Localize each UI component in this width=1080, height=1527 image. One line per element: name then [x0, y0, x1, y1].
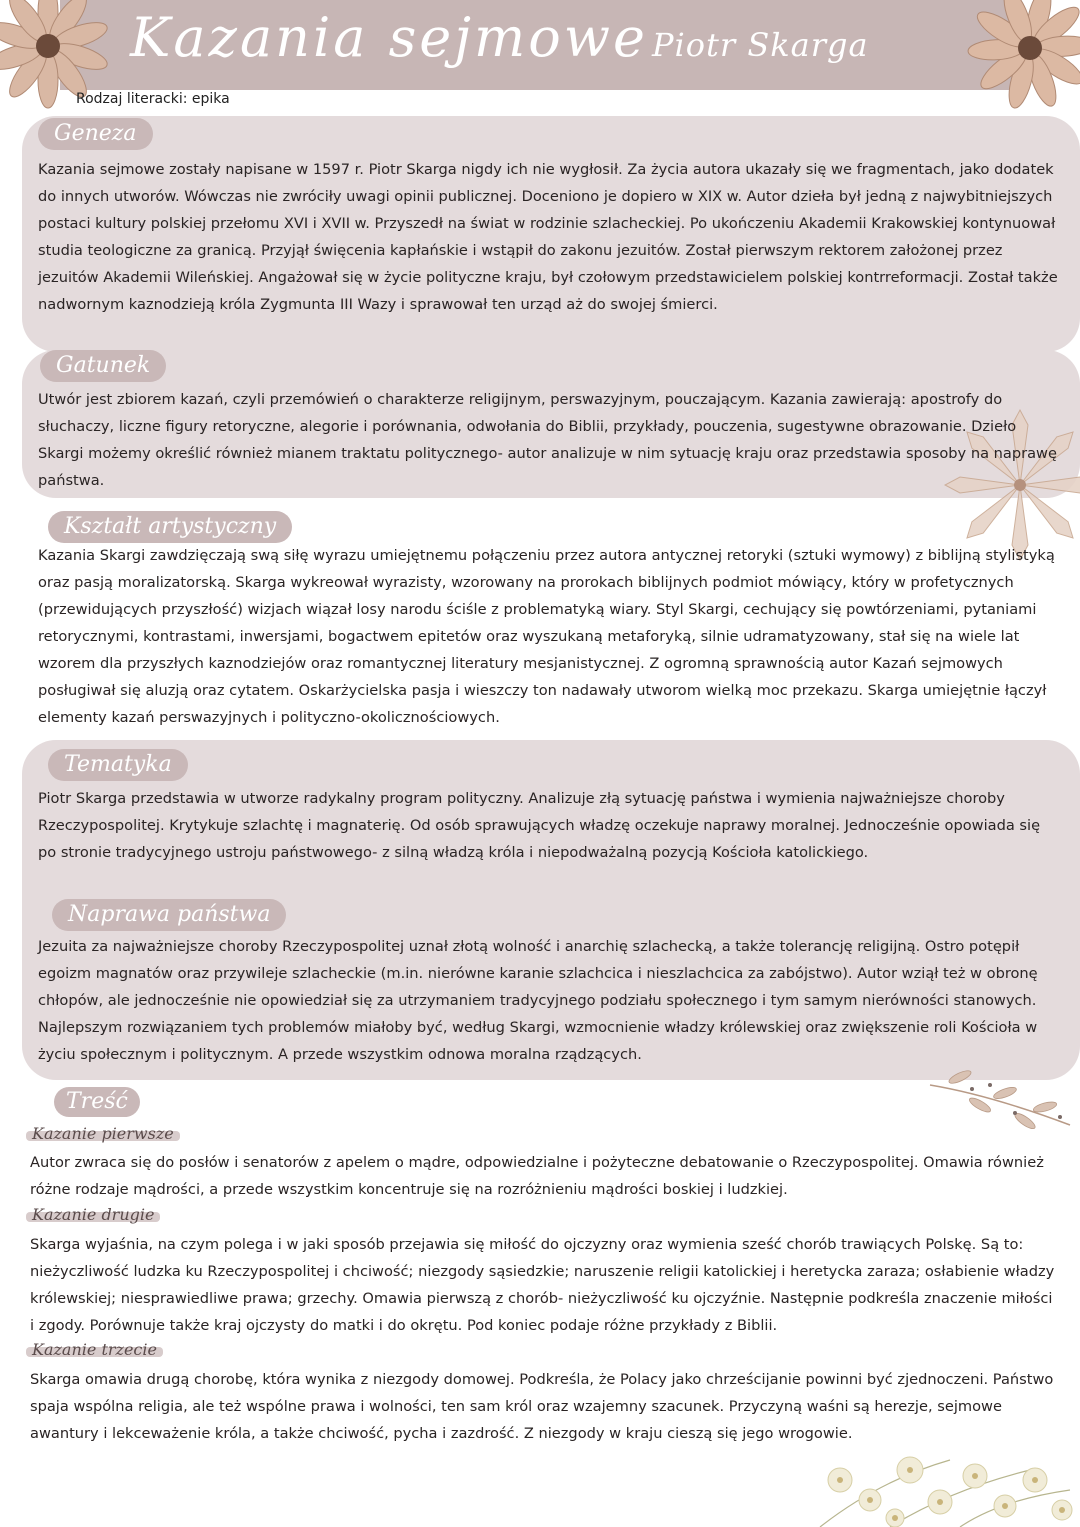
white-flowers-icon	[800, 1440, 1080, 1527]
section-label-ksztalt: Kształt artystyczny	[48, 511, 292, 543]
geneza-text: Kazania sejmowe zostały napisane w 1597 r. Piotr Skarga nigdy ich nie wygłosił. Za życia autora ukazały się we fragmentach, jako dodatek do innych utworów. Wówczas nie zwróciły uwagi opinii publicznej. Doceniono je dopiero w XIX w. Autor dzieła był jedną z najwybitniejszych postaci kultury polskiej przełomu XVI i XVII w. Przyszedł na świat w rodzinie szlacheckiej. Po ukończeniu Akademii Krakowskiej kontynuował studia teologiczne za granicą. Przyjął święcenia kapłańskie i wstąpił do zakonu jezuitów. Został pierwszym rektorem założonej przez jezuitów Akademii Wileńskiej. Angażował się w życie polityczne kraju, był czołowym przedstawicielem polskiej kontrreformacji. Został także nadwornym kaznodzieją króla Zygmunta III Wazy i sprawował ten urząd aż do swojej śmierci.	[38, 161, 1058, 313]
subheading-kazanie-2-label: Kazanie drugie	[32, 1205, 155, 1224]
section-label-tresc: Treść	[54, 1087, 140, 1117]
subheading-kazanie-2	[32, 1205, 154, 1224]
ksztalt-text: Kazania Skargi zawdzięczają swą siłę wyrazu umiejętnemu połączeniu przez autora antycznej retoryki (sztuki wymowy) z biblijną stylistyką oraz pasją moralizatorską. Skarga wykreował wyrazisty, wzorowany na prorokach biblijnych podmiot mówiący, który w profetycznych (przewidujących przyszłość) wizjach wiązał losy narodu ściśle z problematyką wiary. Styl Skargi, cechujący się powtórzeniami, pytaniami retorycznymi, kontrastami, inwersjami, bogactwem epitetów oraz wyszukaną metaforyką, silnie udramatyzowany, stał się na wiele lat wzorem dla przyszłych kaznodziejów oraz romantycznej literatury mesjanistycznej. Z ogromną sprawnością autor Kazań sejmowych posługiwał się aluzją oraz cytatem. Oskarżycielska pasja i wieszczy ton nadawały utworom wielką moc przekazu. Skarga umiejętnie łączył elementy kazań perswazyjnych i polityczno-okolicznościowych.	[38, 547, 1055, 726]
subheading-kazanie-3-label: Kazanie trzecie	[32, 1340, 157, 1359]
flower-right-icon	[960, 0, 1080, 120]
author-name: Piotr Skarga	[652, 26, 869, 64]
tematyka-text: Piotr Skarga przedstawia w utworze radykalny program polityczny. Analizuje złą sytuację państwa i wymienia najważniejsze choroby Rzeczypospolitej. Krytykuje szlachtę i magnaterię. Od osób sprawujących władzę oczekuje naprawy moralnej. Jednocześnie opowiada się po stronie tradycyjnego ustroju państwowego- z silną władzą króla i niepodważalną pozycją Kościoła katolickiego.	[38, 790, 1041, 861]
subheading-kazanie-1	[32, 1124, 174, 1143]
genre-line: Rodzaj literacki: epika	[76, 91, 230, 107]
naprawa-text: Jezuita za najważniejsze choroby Rzeczypospolitej uznał złotą wolność i anarchię szlachecką, a także tolerancję religijną. Ostro potępił egoizm magnatów oraz przywileje szlacheckie (m.in. nierówne karanie szlachcica i nieszlachcica za zabójstwo). Autor wziął też w obronę chłopów, ale jednocześnie nie opowiedział się za utrzymaniem tradycyjnego podziału społecznego i tym samym nierówności stanowych. Najlepszym rozwiązaniem tych problemów miałoby być, według Skargi, wzmocnienie władzy królewskiej oraz zwiększenie roli Kościoła w życiu społecznym i politycznym. A przede wszystkim odnowa moralna rządzących.	[38, 938, 1038, 1063]
page-title: Kazania sejmowe	[130, 6, 648, 69]
kazanie-3-text: Skarga omawia drugą chorobę, która wynika z niezgody domowej. Podkreśla, że Polacy jako chrześcijanie powinni być zjednoczeni. Państwo spaja wspólna religia, ale też wspólne prawa i wolności, ten sam król oraz wzajemny szacunek. Przyczyną waśni są herezje, sejmowe awantury i lekceważenie króla, a także chciwość, pycha i zazdrość. Z niezgody w kraju cieszą się jego wrogowie.	[30, 1371, 1054, 1442]
kazanie-1-text: Autor zwraca się do posłów i senatorów z apelem o mądre, odpowiedzialne i pożyteczne debatowanie o Rzeczypospolitej. Omawia również różne rodzaje mądrości, a przede wszystkim koncentruje się na rozróżnieniu mądrości boskiej i ludzkiej.	[30, 1154, 1044, 1198]
section-label-geneza: Geneza	[38, 118, 153, 150]
gatunek-text: Utwór jest zbiorem kazań, czyli przemówień o charakterze religijnym, perswazyjnym, pouczającym. Kazania zawierają: apostrofy do słuchaczy, liczne figury retoryczne, alegorie i porównania, odwołania do Biblii, przykłady, pouczenia, sugestywne obrazowanie. Dzieło Skargi możemy określić również mianem traktatu politycznego- autor analizuje w nim sytuację kraju oraz przedstawia sposoby na naprawę państwa.	[38, 391, 1057, 489]
section-label-naprawa: Naprawa państwa	[52, 899, 286, 931]
subheading-kazanie-1-label: Kazanie pierwsze	[32, 1124, 174, 1143]
subheading-kazanie-3	[32, 1340, 157, 1359]
kazanie-2-text: Skarga wyjaśnia, na czym polega i w jaki sposób przejawia się miłość do ojczyzny oraz wymienia sześć chorób trawiących Polskę. Są to: nieżyczliwość ludzka ku Rzeczypospolitej i chciwość; niezgody sąsiedzkie; naruszenie religii katolickiej i heretycka zaraza; osłabienie władzy królewskiej; niesprawiedliwe prawa; grzechy. Omawia pierwszą z chorób- nieżyczliwość ku ojczyźnie. Następnie podkreśla znaczenie miłości i zgody. Porównuje także kraj ojczysty do matki i do okrętu. Pod koniec podaje różne przykłady z Biblii.	[30, 1236, 1055, 1334]
section-label-tematyka: Tematyka	[48, 749, 188, 781]
section-label-gatunek: Gatunek	[40, 350, 166, 382]
